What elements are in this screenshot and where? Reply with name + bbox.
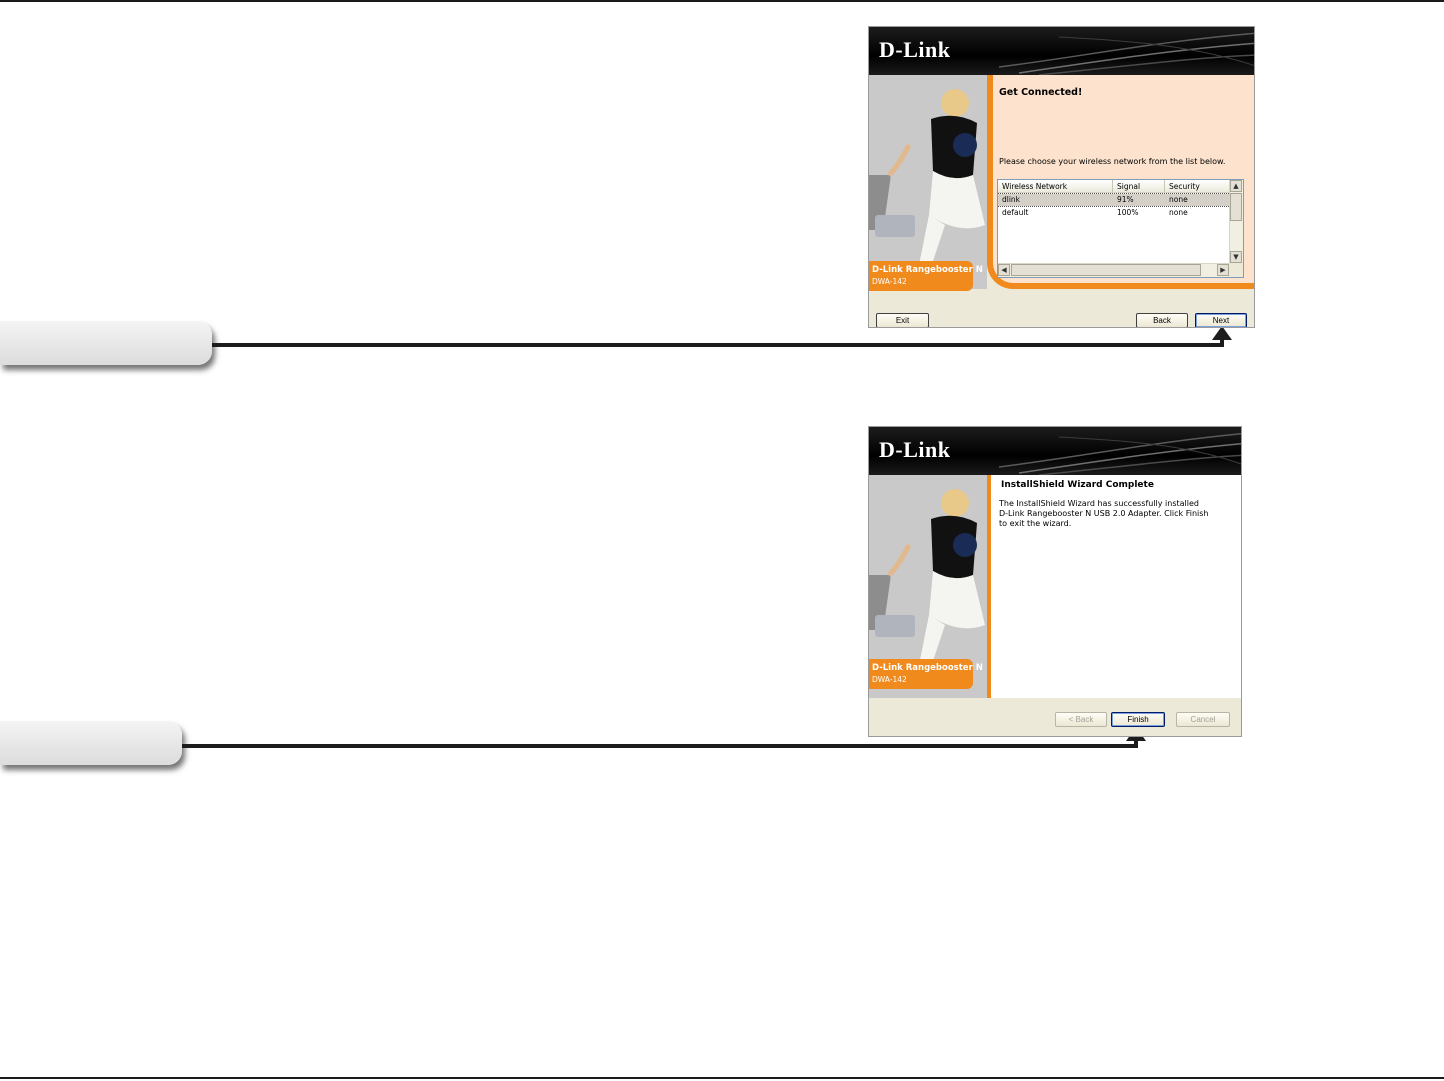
dlink-logo: D-Link xyxy=(879,437,951,462)
callout-arrow-1-icon xyxy=(1212,326,1232,340)
installshield-complete-window xyxy=(868,426,1242,737)
product-model: DWA-142 xyxy=(872,277,907,286)
product-label xyxy=(869,261,983,291)
get-connected-wizard-window xyxy=(868,26,1255,328)
scroll-right-icon[interactable]: ▶ xyxy=(1217,264,1229,276)
header-swoosh-graphic xyxy=(999,27,1254,75)
column-header-signal[interactable]: Signal xyxy=(1113,180,1165,192)
product-name: D-Link Rangebooster N xyxy=(872,265,983,275)
vertical-scrollbar[interactable] xyxy=(1229,180,1243,263)
product-model: DWA-142 xyxy=(872,675,907,684)
list-header xyxy=(998,180,1230,193)
dlink-header-banner xyxy=(869,427,1241,475)
network-security: none xyxy=(1169,195,1188,204)
column-header-network[interactable]: Wireless Network xyxy=(998,180,1113,192)
exit-button[interactable]: Exit xyxy=(876,313,929,328)
product-name: D-Link Rangebooster N xyxy=(872,663,983,673)
back-button[interactable]: Back xyxy=(1136,313,1188,328)
side-photo-panel xyxy=(869,75,987,289)
column-header-security[interactable]: Security xyxy=(1165,180,1230,192)
network-row-dlink[interactable] xyxy=(998,194,1230,206)
page-title: Get Connected! xyxy=(999,87,1083,98)
top-rule xyxy=(0,0,1444,2)
completion-message: The InstallShield Wizard has successfully installed D-Link Rangebooster N USB 2.0 Adapter. Click Finish to exit the wizard. xyxy=(999,499,1209,528)
instruction-text: Please choose your wireless network from the list below. xyxy=(999,157,1226,166)
back-button[interactable]: < Back xyxy=(1055,712,1107,727)
scroll-down-icon[interactable]: ▼ xyxy=(1230,251,1242,263)
scroll-thumb[interactable] xyxy=(1230,193,1242,221)
horizontal-scrollbar[interactable] xyxy=(998,263,1229,277)
scroll-hthumb[interactable] xyxy=(1011,264,1201,276)
callout-pill-2 xyxy=(0,721,182,765)
scroll-left-icon[interactable]: ◀ xyxy=(998,264,1010,276)
cancel-button[interactable]: Cancel xyxy=(1176,712,1230,727)
next-button[interactable]: Next xyxy=(1195,313,1247,328)
woman-with-laptop-photo xyxy=(869,75,987,289)
callout-connector-2 xyxy=(182,744,1137,748)
network-row-default[interactable] xyxy=(998,207,1230,219)
dlink-logo: D-Link xyxy=(879,37,951,62)
dlink-header-banner xyxy=(869,27,1254,75)
network-name: dlink xyxy=(1002,195,1021,204)
network-name: default xyxy=(1002,208,1029,217)
callout-pill-1 xyxy=(0,321,212,365)
content-panel xyxy=(987,75,1254,289)
network-signal: 91% xyxy=(1117,195,1134,204)
callout-connector-1 xyxy=(212,343,1224,347)
finish-button[interactable]: Finish xyxy=(1111,712,1165,727)
network-security: none xyxy=(1169,208,1188,217)
bottom-rule xyxy=(0,1077,1444,1079)
product-label xyxy=(869,659,983,689)
scrollbar-corner xyxy=(1229,263,1243,277)
content-panel xyxy=(987,475,1241,698)
wireless-network-list[interactable] xyxy=(997,179,1244,278)
page-title: InstallShield Wizard Complete xyxy=(1001,480,1154,490)
network-signal: 100% xyxy=(1117,208,1139,217)
scroll-up-icon[interactable]: ▲ xyxy=(1230,180,1242,192)
header-swoosh-graphic xyxy=(999,427,1241,475)
